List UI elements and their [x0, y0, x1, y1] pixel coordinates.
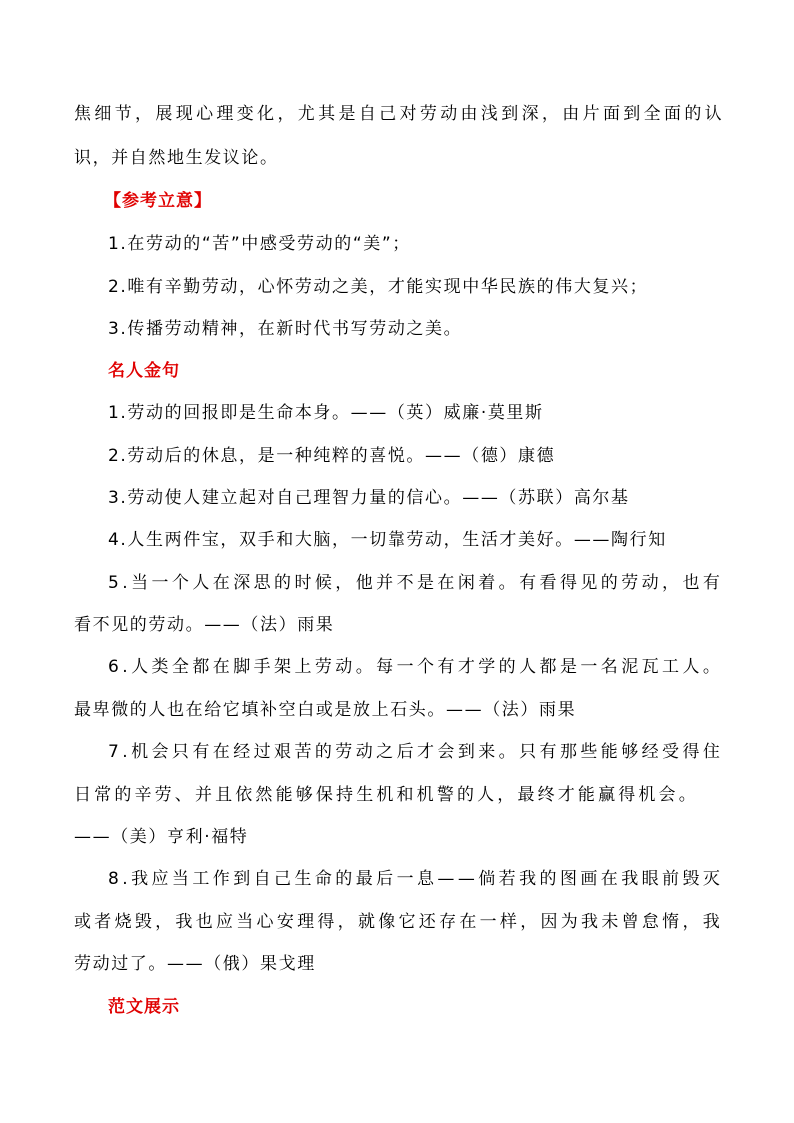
intro-line-2: 识，并自然地生发议论。 — [74, 148, 279, 168]
intro-line-1: 焦 细 节 ， 展 现 心 理 变 化 ， 尤 其 是 自 己 对 劳 动 由 浅 到 深 ， 由 片 面 到 全 面 的 认 — [74, 104, 722, 124]
reference-ideas-heading: 【参考立意】 — [104, 191, 212, 211]
quote-item: 1.劳动的回报即是生命本身。——（英）威廉·莫里斯 — [108, 403, 544, 423]
quote-item-line: 劳动过了。——（俄）果戈理 — [74, 954, 316, 974]
quote-item-line: 看不见的劳动。——（法）雨果 — [74, 615, 335, 635]
quote-item-line: 日 常 的 辛 劳 、 并 且 依 然 能 够 保 持 生 机 和 机 警 的 人 ， 最 终 才 能 赢 得 机 会 。 — [74, 785, 696, 805]
quote-item-line: 6 . 人 类 全 都 在 脚 手 架 上 劳 动 。 每 一 个 有 才 学 的 人 都 是 一 名 泥 瓦 工 人 。 — [108, 657, 720, 677]
quote-item-line: 8 . 我 应 当 工 作 到 自 己 生 命 的 最 后 一 息 — — 倘 若 我 的 图 画 在 我 眼 前 毁 灭 — [108, 869, 720, 889]
quote-item: 2.劳动后的休息，是一种纯粹的喜悦。——（德）康德 — [108, 446, 556, 466]
sample-essay-heading: 范文展示 — [108, 997, 180, 1017]
quote-item: 3.劳动使人建立起对自己理智力量的信心。——（苏联）高尔基 — [108, 488, 630, 508]
quote-item-line: 7 . 机 会 只 有 在 经 过 艰 苦 的 劳 动 之 后 才 会 到 来 。 只 有 那 些 能 够 经 受 得 住 — [108, 742, 720, 762]
reference-idea-item: 1.在劳动的“苦”中感受劳动的“美”； — [108, 234, 411, 254]
quote-item-line: 最卑微的人也在给它填补空白或是放上石头。——（法）雨果 — [74, 700, 577, 720]
quote-item-line: ——（美）亨利·福特 — [74, 827, 249, 847]
quote-item-line: 或 者 烧 毁 ， 我 也 应 当 心 安 理 得 ， 就 像 它 还 存 在 一 样 ， 因 为 我 未 曾 怠 惰 ， 我 — [74, 912, 720, 932]
reference-idea-item: 2.唯有辛勤劳动，心怀劳动之美，才能实现中华民族的伟大复兴； — [108, 277, 649, 297]
quote-item-line: 5 . 当 一 个 人 在 深 思 的 时 候 ， 他 并 不 是 在 闲 着 。 有 看 得 见 的 劳 动 ， 也 有 — [108, 573, 720, 593]
quote-item: 4.人生两件宝，双手和大脑，一切靠劳动，生活才美好。——陶行知 — [108, 530, 667, 550]
quotes-heading: 名人金句 — [108, 361, 180, 381]
reference-idea-item: 3.传播劳动精神，在新时代书写劳动之美。 — [108, 319, 463, 339]
